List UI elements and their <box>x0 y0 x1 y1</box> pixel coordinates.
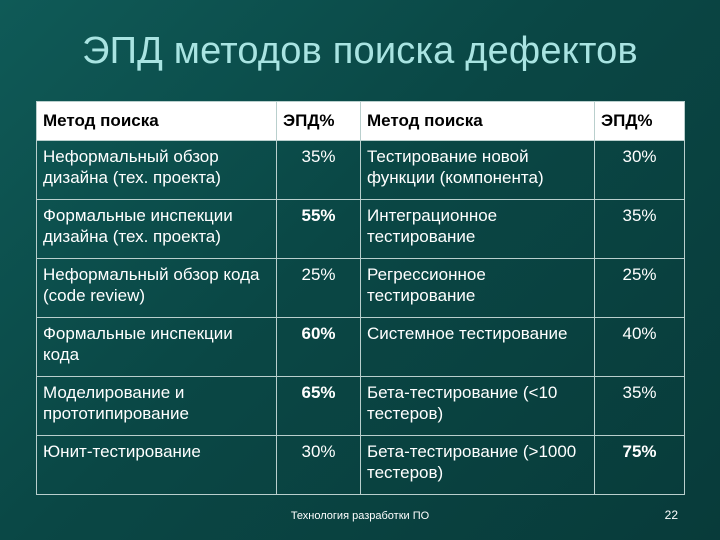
epd-value-right: 30% <box>595 141 685 200</box>
method-cell-right: Системное тестирование <box>361 318 595 377</box>
method-cell-left: Неформальный обзор кода (code review) <box>37 259 277 318</box>
table-header-row <box>37 102 685 141</box>
page-number: 22 <box>664 508 678 522</box>
table-body <box>37 141 685 495</box>
footer-text: Технология разработки ПО <box>290 510 430 522</box>
epd-value-right: 75% <box>595 436 685 495</box>
header-method-1: Метод поиска <box>37 102 277 141</box>
table-row <box>37 141 685 200</box>
epd-value-right: 35% <box>595 200 685 259</box>
method-cell-right: Интеграционное тестирование <box>361 200 595 259</box>
method-cell-left: Формальные инспекции кода <box>37 318 277 377</box>
method-cell-right: Регрессионное тестирование <box>361 259 595 318</box>
epd-value-left: 55% <box>277 200 361 259</box>
slide-title: ЭПД методов поиска дефектов <box>82 30 638 72</box>
table-row <box>37 436 685 495</box>
epd-value-right: 40% <box>595 318 685 377</box>
method-cell-right: Тестирование новой функции (компонента) <box>361 141 595 200</box>
method-cell-left: Неформальный обзор дизайна (тех. проекта) <box>37 141 277 200</box>
epd-value-left: 60% <box>277 318 361 377</box>
epd-table <box>36 101 685 495</box>
epd-value-right: 35% <box>595 377 685 436</box>
epd-value-left: 25% <box>277 259 361 318</box>
table-row <box>37 318 685 377</box>
header-epd-2: ЭПД% <box>595 102 685 141</box>
header-method-2: Метод поиска <box>361 102 595 141</box>
table-row <box>37 259 685 318</box>
method-cell-left: Моделирование и прототипирование <box>37 377 277 436</box>
epd-value-right: 25% <box>595 259 685 318</box>
table-row <box>37 200 685 259</box>
header-epd-1: ЭПД% <box>277 102 361 141</box>
method-cell-right: Бета-тестирование (<10 тестеров) <box>361 377 595 436</box>
method-cell-left: Юнит-тестирование <box>37 436 277 495</box>
epd-value-left: 65% <box>277 377 361 436</box>
method-cell-left: Формальные инспекции дизайна (тех. проекта) <box>37 200 277 259</box>
method-cell-right: Бета-тестирование (>1000 тестеров) <box>361 436 595 495</box>
epd-value-left: 30% <box>277 436 361 495</box>
epd-value-left: 35% <box>277 141 361 200</box>
table-row <box>37 377 685 436</box>
